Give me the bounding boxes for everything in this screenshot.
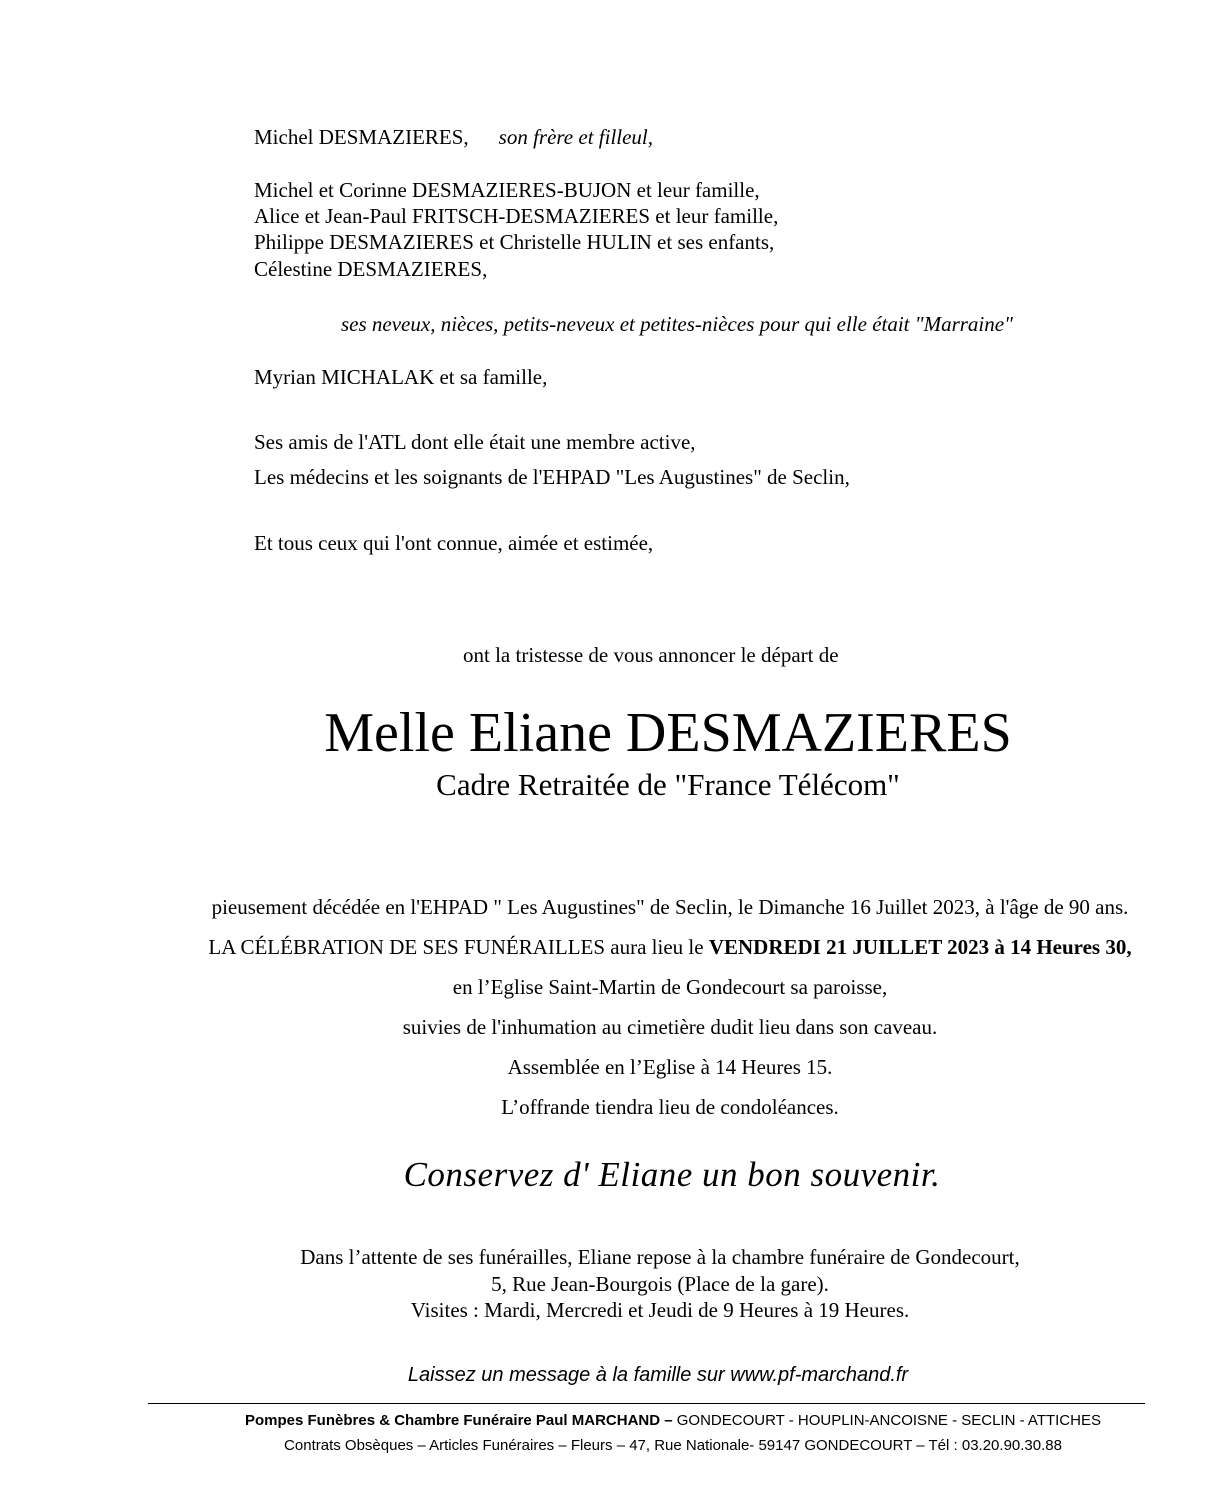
friends-line-2: Les médecins et les soignants de l'EHPAD "Les Augustines" de Seclin, xyxy=(254,465,850,489)
nephew-line-4: Célestine DESMAZIERES, xyxy=(254,257,488,281)
burial-line: suivies de l'inhumation au cimetière dudit lieu dans son caveau. xyxy=(402,1015,938,1039)
website-message: Laissez un message à la famille sur www.pf-marchand.fr xyxy=(407,1364,909,1386)
nephew-line-1: Michel et Corinne DESMAZIERES-BUJON et leur famille, xyxy=(254,178,760,202)
deceased-name: Melle Eliane DESMAZIERES xyxy=(324,702,1012,764)
church-line: en l’Eglise Saint-Martin de Gondecourt sa paroisse, xyxy=(452,975,888,999)
ceremony-prefix: LA CÉLÉBRATION DE SES FUNÉRAILLES aura lieu le xyxy=(208,935,709,959)
visitation-line-3: Visites : Mardi, Mercredi et Jeudi de 9 Heures à 19 Heures. xyxy=(410,1298,910,1322)
footer-company: Pompes Funèbres & Chambre Funéraire Paul MARCHAND – xyxy=(245,1412,673,1429)
nephew-line-3: Philippe DESMAZIERES et Christelle HULIN et ses enfants, xyxy=(254,230,775,254)
announcement-intro: ont la tristesse de vous annoncer le départ de xyxy=(463,643,839,667)
visitation-line-1: Dans l’attente de ses funérailles, Eliane repose à la chambre funéraire de Gondecourt, xyxy=(300,1245,1020,1269)
brother-name: Michel DESMAZIERES, xyxy=(254,125,469,149)
footer-services: Contrats Obsèques – Articles Funéraires – Fleurs – 47, Rue Nationale- 59147 GONDECOURT – Tél : 03.20.90.30.88 xyxy=(284,1437,1062,1454)
brother-relation: son frère et filleul, xyxy=(498,125,654,149)
footer-divider xyxy=(148,1403,1145,1404)
offering-line: L’offrande tiendra lieu de condoléances. xyxy=(501,1095,839,1119)
keepsake-line: Conservez d' Eliane un bon souvenir. xyxy=(403,1155,941,1194)
ceremony-date: VENDREDI 21 JUILLET 2023 à 14 Heures 30, xyxy=(708,935,1132,959)
brother-line xyxy=(254,124,653,150)
nephews-relation: ses neveux, nièces, petits-neveux et petites-nièces pour qui elle était "Marraine" xyxy=(341,312,1013,336)
friends-line-1: Ses amis de l'ATL dont elle était une membre active, xyxy=(254,430,696,454)
visitation-line-2: 5, Rue Jean-Bourgois (Place de la gare). xyxy=(491,1272,829,1296)
nephew-line-2: Alice et Jean-Paul FRITSCH-DESMAZIERES et leur famille, xyxy=(254,204,779,228)
all-others-line: Et tous ceux qui l'ont connue, aimée et estimée, xyxy=(254,531,654,555)
death-notice: pieusement décédée en l'EHPAD " Les Augustines" de Seclin, le Dimanche 16 Juillet 2023, à l'âge de 90 ans. xyxy=(211,895,1129,919)
myrian-line: Myrian MICHALAK et sa famille, xyxy=(254,365,548,389)
occupation: Cadre Retraitée de "France Télécom" xyxy=(436,767,900,802)
footer-towns: GONDECOURT - HOUPLIN-ANCOISNE - SECLIN - ATTICHES xyxy=(672,1412,1101,1429)
assembly-line: Assemblée en l’Eglise à 14 Heures 15. xyxy=(507,1055,833,1079)
footer-company-line xyxy=(0,1411,1214,1431)
ceremony-line xyxy=(0,934,1214,960)
